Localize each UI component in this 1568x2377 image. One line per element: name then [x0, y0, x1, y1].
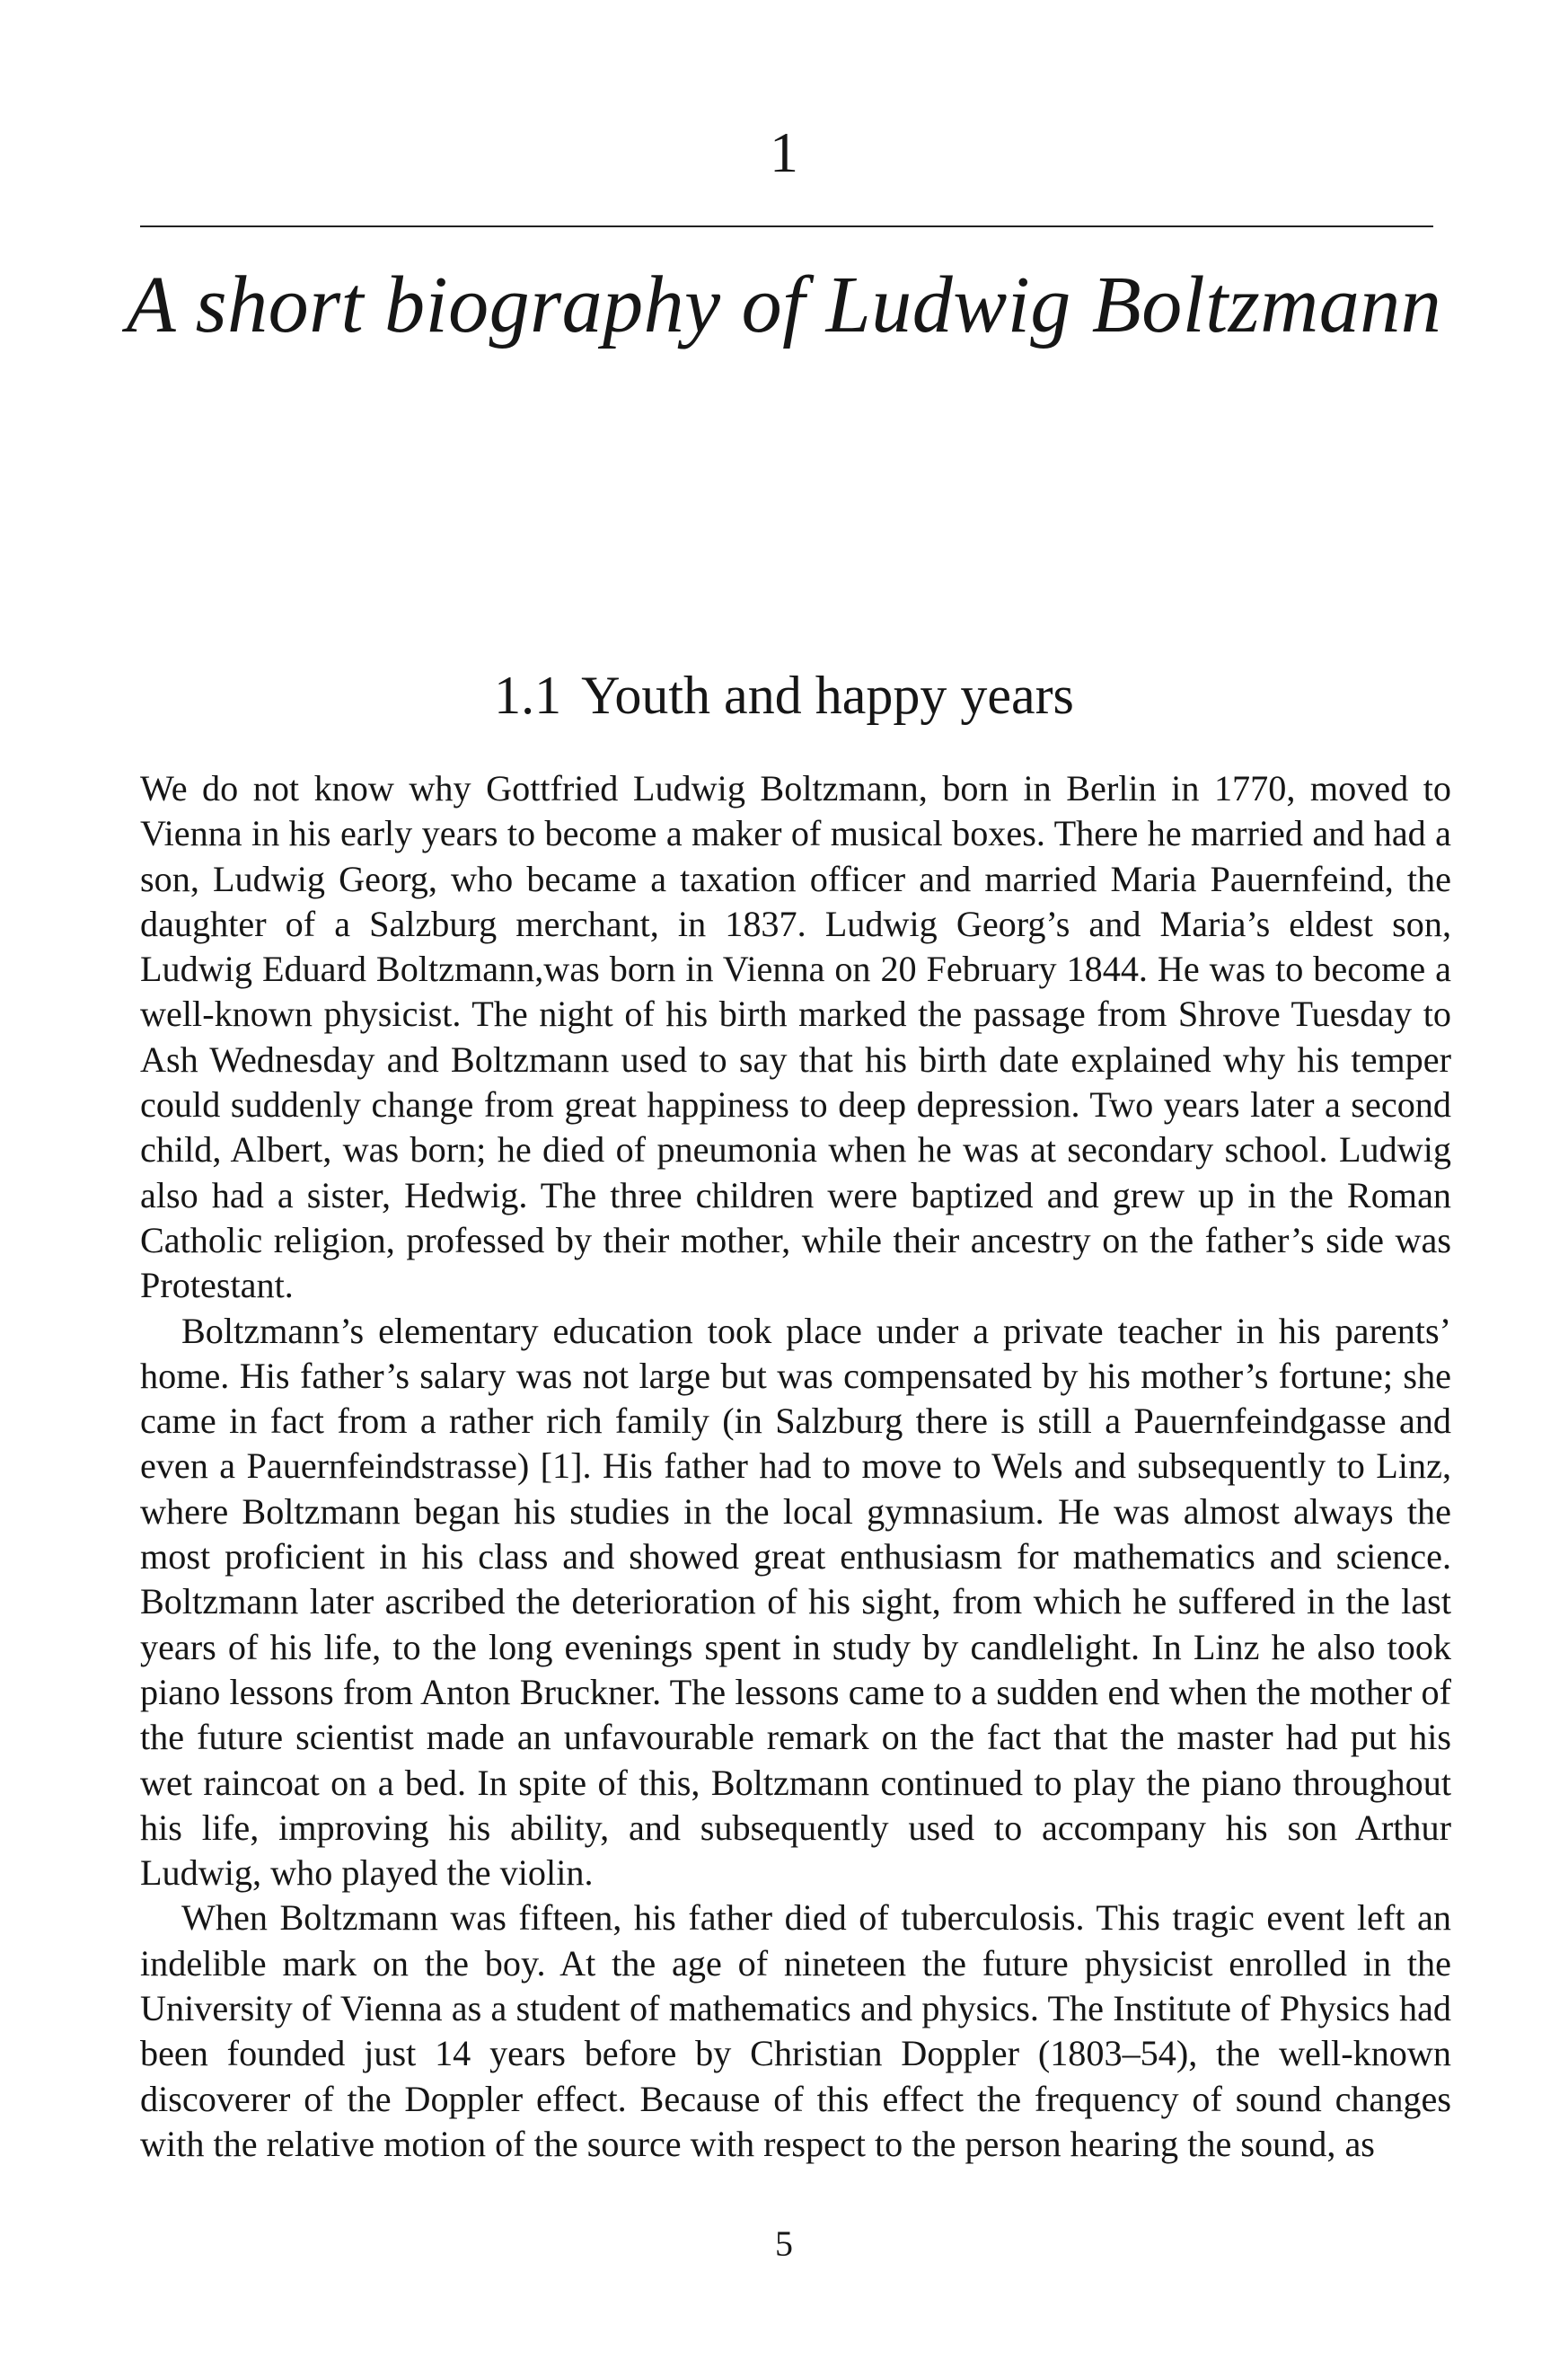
chapter-title: A short biography of Ludwig Boltzmann — [126, 261, 1442, 349]
section-heading — [0, 663, 1568, 728]
section-number: 1.1 — [494, 666, 562, 725]
page-number: 5 — [775, 2223, 793, 2264]
paragraph-1: We do not know why Gottfried Ludwig Boltzmann, born in Berlin in 1770, moved to Vienna in his early years to become a maker of musical boxes. There he married and had a son, Ludwig Georg, who became a taxation officer and married Maria Pauernfeind, the daughter of a Salzburg merchant, in 1837. Ludwig Georg’s and Maria’s eldest son, Ludwig Eduard Boltzmann,was born in Vienna on 20 February 1844. He was to become a well-known physicist. The night of his birth marked the passage from Shrove Tuesday to Ash Wednesday and Boltzmann used to say that his birth date explained why his temper could suddenly change from great happiness to deep depression. Two years later a second child, Albert, was born; he died of pneumonia when he was at secondary school. Ludwig also had a sister, Hedwig. The three children were baptized and grew up in the Roman Catholic religion, professed by their mother, while their ancestry on the father’s side was Protestant. — [140, 768, 1451, 1306]
paragraph-3: When Boltzmann was fifteen, his father died of tuberculosis. This tragic event left an indelible mark on the boy. At the age of nineteen the future physicist enrolled in the University of Vienna as a student of mathematics and physics. The Institute of Physics had been founded just 14 years before by Christian Doppler (1803–54), the well-known discoverer of the Doppler effect. Because of this effect the frequency of sound changes with the relative motion of the source with respect to the person hearing the sound, as — [140, 1897, 1451, 2164]
chapter-divider — [140, 225, 1433, 227]
chapter-number: 1 — [770, 120, 798, 184]
body-text — [140, 766, 1451, 2167]
section-title: Youth and happy years — [581, 666, 1074, 725]
paragraph-2: Boltzmann’s elementary education took place under a private teacher in his parents’ home. His father’s salary was not large but was compensated by his mother’s fortune; she came in fact from a rather rich family (in Salzburg there is still a Pauernfeindgasse and even a Pauernfeindstrasse) [1]. His father had to move to Wels and subsequently to Linz, where Boltzmann began his studies in the local gymnasium. He was almost always the most proficient in his class and showed great enthusiasm for mathematics and science. Boltzmann later ascribed the deterioration of his sight, from which he suffered in the last years of his life, to the long evenings spent in study by candlelight. In Linz he also took piano lessons from Anton Bruckner. The lessons came to a sudden end when the mother of the future scientist made an unfavourable remark on the fact that the master had put his wet raincoat on a bed. In spite of this, Boltzmann continued to play the piano throughout his life, improving his ability, and subsequently used to accompany his son Arthur Ludwig, who played the violin. — [140, 1310, 1451, 1894]
